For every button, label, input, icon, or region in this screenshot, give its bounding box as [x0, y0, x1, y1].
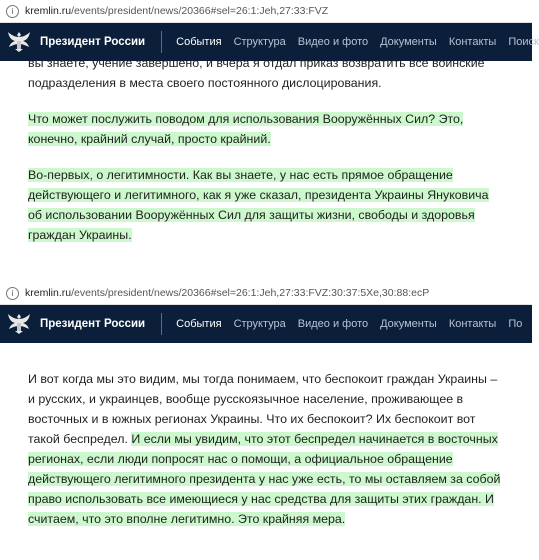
info-icon[interactable]: i: [6, 287, 19, 300]
article-paragraph-highlighted: Что может послужить поводом для использования Вооружённых Сил? Это, конечно, крайний случай, просто крайний.: [28, 112, 464, 146]
article-body: [0, 343, 532, 529]
nav-divider: [161, 31, 162, 53]
nav-documents[interactable]: Документы: [380, 318, 437, 330]
nav-video-photo[interactable]: Видео и фото: [297, 36, 369, 48]
nav-structure[interactable]: Структура: [233, 318, 286, 330]
article-paragraph: И вот когда мы это видим, мы тогда понимаем, что беспокоит граждан Украины – и русских, и украинцев, вообще русскоязычное население, проживающее в восточных и в южных регионах Украины. Что их беспокоит? Их беспокоит вот такой беспредел. И если мы увидим, что этот беспредел начинается в восточных регионах, если люди попросят нас о помощи, а официальное обращение действующего легитимного президента у нас уже есть, то мы оставляем за собой право использовать все имеющиеся у нас средства для защиты этих граждан. И считаем, что это вполне легитимно. Это крайняя мера.: [28, 372, 501, 526]
url-path: /events/president/news/20366#sel=26:1:Jeh,27:33:FVZ: [71, 5, 329, 17]
nav-video-photo[interactable]: Видео и фото: [297, 318, 369, 330]
article-paragraph-highlighted: Во-первых, о легитимности. Как вы знаете, у нас есть прямое обращение действующего и легитимного, как я уже сказал, президента Украины Януковича об использовании Вооружённых Сил для защиты жизни, свободы и здоровья граждан Украины.: [28, 168, 489, 242]
url-host: kremlin.ru: [25, 5, 72, 17]
site-navbar: [0, 305, 532, 343]
screenshot-1: [0, 0, 539, 258]
article-body: [0, 53, 532, 245]
nav-search[interactable]: Поиск: [508, 36, 539, 48]
screenshot-2: [0, 282, 532, 560]
url-host: kremlin.ru: [25, 287, 72, 299]
nav-divider: [161, 313, 162, 335]
nav-documents[interactable]: Документы: [380, 36, 437, 48]
address-bar[interactable]: [0, 282, 532, 305]
article-paragraph: вы знаете, учение завершено, и вчера я отдал приказ возвратить все воинские подразделения в места своего постоянного дислоцирования.: [28, 56, 485, 90]
site-brand[interactable]: Президент России: [40, 318, 146, 330]
address-bar[interactable]: [0, 0, 532, 23]
nav-events[interactable]: События: [176, 318, 222, 330]
nav-contacts[interactable]: Контакты: [448, 36, 497, 48]
info-icon[interactable]: i: [6, 5, 19, 18]
nav-search[interactable]: По: [508, 318, 523, 330]
nav-structure[interactable]: Структура: [233, 36, 286, 48]
nav-events[interactable]: События: [176, 36, 222, 48]
eagle-emblem-icon[interactable]: [6, 311, 32, 337]
eagle-emblem-icon[interactable]: [6, 29, 32, 55]
nav-contacts[interactable]: Контакты: [448, 318, 497, 330]
url-path: /events/president/news/20366#sel=26:1:Jeh,27:33:FVZ:30:37:5Xe,30:88:ecP: [71, 287, 430, 299]
site-brand[interactable]: Президент России: [40, 36, 146, 48]
